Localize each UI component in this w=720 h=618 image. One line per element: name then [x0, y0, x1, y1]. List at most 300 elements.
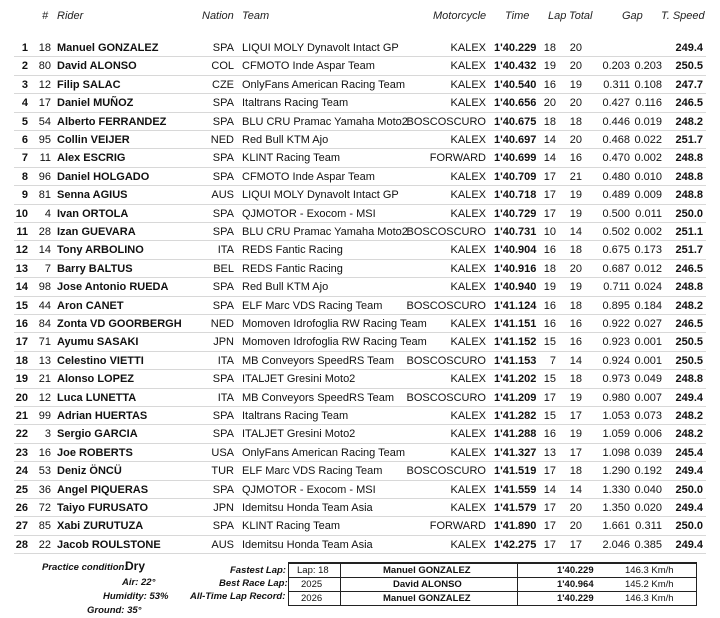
top-speed: 247.7: [675, 78, 703, 91]
team-name: KLINT Racing Team: [242, 520, 341, 533]
total-laps: 17: [569, 410, 582, 422]
table-row: [0, 407, 720, 425]
header-team: Team: [242, 10, 270, 22]
lap-time: 1'41.209: [494, 391, 537, 404]
nation: ITA: [217, 354, 234, 367]
table-row: [0, 94, 720, 112]
rider-number: 22: [38, 538, 51, 551]
team-name: ELF Marc VDS Racing Team: [242, 465, 383, 478]
rider-number: 17: [38, 97, 51, 110]
total-laps: 14: [569, 226, 582, 238]
rider-number: 71: [38, 336, 51, 349]
all-time-record-rider: Manuel GONZALEZ: [383, 593, 471, 604]
header-total: Total: [569, 10, 593, 22]
table-row: [0, 536, 720, 554]
rider-name: Luca LUNETTA: [57, 391, 137, 404]
gap-previous: 0.022: [634, 134, 662, 146]
top-speed: 250.0: [675, 520, 703, 533]
nation: BEL: [213, 262, 234, 275]
header-gap: Gap: [622, 10, 643, 22]
fastest-lap-speed: 146.3 Km/h: [625, 565, 674, 576]
motorcycle: KALEX: [450, 428, 486, 441]
table-row: [0, 389, 720, 407]
row-divider: [14, 553, 706, 554]
position: 21: [15, 410, 28, 422]
team-name: Red Bull KTM Ajo: [242, 281, 329, 294]
gap-previous: 0.311: [635, 520, 662, 533]
gap-first: 1.661: [602, 520, 630, 533]
rider-number: 16: [38, 446, 51, 459]
total-laps: 18: [569, 115, 582, 128]
table-row: [0, 205, 720, 223]
rider-number: 84: [38, 318, 51, 330]
top-speed: 249.4: [675, 465, 703, 478]
rider-number: 44: [38, 299, 51, 312]
total-laps: 20: [569, 97, 582, 110]
all-time-record-row: [289, 591, 696, 605]
team-name: Italtrans Racing Team: [242, 97, 349, 110]
position: 10: [15, 207, 28, 220]
top-speed: 248.8: [675, 152, 703, 165]
all-time-record-speed: 146.3 Km/h: [625, 593, 674, 604]
position: 8: [21, 170, 28, 183]
best-lap: 18: [543, 115, 556, 128]
rider-name: Manuel GONZALEZ: [57, 42, 159, 54]
fastest-lap-time: 1'40.229: [557, 565, 594, 576]
motorcycle: FORWARD: [429, 520, 486, 533]
table-row: [0, 168, 720, 186]
rider-name: Taiyo FURUSATO: [57, 502, 149, 514]
gap-first: 0.924: [602, 354, 630, 367]
gap-first: 1.098: [602, 446, 630, 459]
gap-first: 0.675: [602, 244, 630, 257]
total-laps: 16: [569, 336, 582, 349]
total-laps: 19: [569, 78, 582, 91]
total-laps: 19: [569, 391, 582, 404]
total-laps: 18: [569, 299, 582, 312]
motorcycle: BOSCOSCURO: [406, 115, 486, 128]
motorcycle: KALEX: [450, 410, 486, 422]
best-lap: 17: [543, 502, 556, 514]
lap-time: 1'41.124: [494, 299, 537, 312]
lap-time: 1'40.729: [494, 207, 537, 220]
team-name: Momoven Idrofoglia RW Racing Team: [242, 318, 427, 330]
motorcycle: KALEX: [450, 318, 486, 330]
rider-name: Deniz ÖNCÜ: [57, 465, 122, 478]
gap-previous: 0.002: [634, 152, 662, 165]
best-lap: 7: [549, 354, 556, 367]
position: 23: [15, 446, 28, 459]
motorcycle: KALEX: [450, 281, 486, 294]
gap-previous: 0.024: [634, 281, 662, 294]
top-speed: 246.5: [675, 97, 703, 110]
rider-name: Angel PIQUERAS: [57, 483, 149, 496]
team-name: REDS Fantic Racing: [242, 262, 343, 275]
table-row: [0, 186, 720, 204]
best-lap: 17: [543, 520, 556, 533]
rider-name: Alberto FERRANDEZ: [57, 115, 167, 128]
position: 17: [15, 336, 28, 349]
best-lap: 15: [543, 336, 556, 349]
rider-name: Xabi ZURUTUZA: [57, 520, 144, 533]
lap-time: 1'41.202: [494, 373, 537, 386]
table-row: [0, 223, 720, 241]
rider-number: 85: [38, 520, 51, 533]
rider-name: Senna AGIUS: [57, 189, 128, 202]
motorcycle: BOSCOSCURO: [406, 465, 486, 478]
table-row: [0, 517, 720, 535]
top-speed: 248.8: [675, 281, 703, 294]
team-name: LIQUI MOLY Dynavolt Intact GP: [242, 189, 399, 202]
lap-time: 1'40.699: [494, 152, 537, 165]
total-laps: 21: [569, 170, 582, 183]
best-lap: 16: [543, 428, 556, 441]
gap-previous: 0.108: [634, 78, 662, 91]
air-temp: Air: 22°: [122, 577, 156, 588]
motorcycle: KALEX: [450, 42, 486, 54]
rider-name: Alex ESCRIG: [57, 152, 126, 165]
table-row: [0, 131, 720, 149]
team-name: Idemitsu Honda Team Asia: [242, 502, 373, 514]
nation: AUS: [211, 189, 234, 202]
best-lap: 13: [543, 446, 556, 459]
table-row: [0, 370, 720, 388]
gap-first: 0.711: [603, 281, 630, 294]
rider-name: Alonso LOPEZ: [57, 373, 134, 386]
rider-name: Joe ROBERTS: [57, 446, 133, 459]
rider-number: 3: [44, 428, 51, 441]
best-lap: 17: [543, 207, 556, 220]
gap-previous: 0.010: [634, 170, 662, 183]
header-nation: Nation: [202, 10, 234, 22]
lap-time: 1'41.519: [494, 465, 537, 478]
table-row: [0, 113, 720, 131]
gap-first: 0.446: [602, 115, 630, 128]
rider-number: 12: [38, 391, 51, 404]
motorcycle: KALEX: [450, 244, 486, 257]
top-speed: 250.5: [675, 60, 703, 73]
gap-first: 0.480: [602, 170, 630, 183]
table-row: [0, 241, 720, 259]
motorcycle: KALEX: [450, 373, 486, 386]
top-speed: 246.5: [675, 318, 703, 330]
total-laps: 20: [569, 502, 582, 514]
position: 25: [15, 483, 28, 496]
position: 2: [21, 60, 28, 73]
gap-first: 0.687: [602, 262, 630, 275]
table-row: [0, 278, 720, 296]
motorcycle: KALEX: [450, 97, 486, 110]
fastest-lap-label: Fastest Lap:: [230, 565, 286, 576]
rider-name: Aron CANET: [57, 299, 124, 312]
gap-previous: 0.039: [634, 446, 662, 459]
position: 7: [21, 152, 28, 165]
table-row: [0, 149, 720, 167]
top-speed: 249.4: [675, 502, 703, 514]
nation: ITA: [217, 391, 234, 404]
nation: CZE: [212, 78, 234, 91]
nation: JPN: [213, 502, 234, 514]
table-row: [0, 481, 720, 499]
gap-previous: 0.203: [634, 60, 662, 73]
nation: SPA: [212, 42, 234, 54]
nation: SPA: [212, 373, 234, 386]
position: 13: [15, 262, 28, 275]
table-row: [0, 76, 720, 94]
motorcycle: KALEX: [450, 189, 486, 202]
rider-name: Barry BALTUS: [57, 262, 133, 275]
rider-number: 18: [38, 42, 51, 54]
total-laps: 19: [569, 428, 582, 441]
motorcycle: BOSCOSCURO: [406, 391, 486, 404]
gap-first: 0.980: [602, 391, 630, 404]
lap-time: 1'40.432: [494, 60, 537, 73]
best-lap: 17: [543, 465, 556, 478]
top-speed: 249.4: [675, 391, 703, 404]
motorcycle: KALEX: [450, 170, 486, 183]
nation: SPA: [212, 410, 234, 422]
best-race-lap-speed: 145.2 Km/h: [625, 579, 674, 590]
total-laps: 20: [569, 42, 582, 54]
nation: SPA: [212, 97, 234, 110]
gap-previous: 0.006: [634, 428, 662, 441]
gap-first: 0.922: [602, 318, 630, 330]
lap-time: 1'41.327: [494, 446, 537, 459]
rider-name: Jose Antonio RUEDA: [57, 281, 169, 294]
gap-first: 0.427: [602, 97, 630, 110]
position: 24: [15, 465, 28, 478]
best-lap: 17: [543, 189, 556, 202]
position: 5: [21, 115, 28, 128]
gap-previous: 0.173: [634, 244, 662, 257]
position: 1: [21, 42, 28, 54]
best-lap: 16: [543, 78, 556, 91]
top-speed: 248.8: [675, 373, 703, 386]
humidity: Humidity: 53%: [103, 591, 169, 602]
rider-name: Daniel HOLGADO: [57, 170, 150, 183]
position: 9: [21, 189, 28, 202]
motorcycle: BOSCOSCURO: [406, 354, 486, 367]
rider-name: Zonta VD GOORBERGH: [57, 318, 182, 330]
lap-time: 1'40.731: [494, 226, 537, 238]
table-row: [0, 352, 720, 370]
top-speed: 250.0: [675, 207, 703, 220]
practice-condition-label: Practice condition:: [42, 562, 128, 573]
lap-time: 1'40.540: [494, 78, 537, 91]
total-laps: 20: [569, 60, 582, 73]
ground-temp: Ground: 35°: [87, 605, 142, 616]
lap-time: 1'40.656: [494, 97, 537, 110]
rider-number: 4: [44, 207, 51, 220]
rider-name: Ivan ORTOLA: [57, 207, 129, 220]
gap-previous: 0.009: [634, 189, 662, 202]
rider-name: Filip SALAC: [57, 78, 121, 91]
lap-time: 1'40.675: [494, 115, 537, 128]
top-speed: 248.2: [675, 410, 703, 422]
gap-previous: 0.027: [634, 318, 662, 330]
top-speed: 248.2: [675, 299, 703, 312]
rider-number: 21: [38, 373, 51, 386]
gap-first: 0.489: [602, 189, 630, 202]
nation: TUR: [211, 465, 234, 478]
rider-name: Ayumu SASAKI: [57, 336, 139, 349]
table-row: [0, 39, 720, 57]
motorcycle: FORWARD: [429, 152, 486, 165]
position: 18: [15, 354, 28, 367]
gap-first: 1.350: [602, 502, 630, 514]
gap-previous: 0.002: [634, 226, 662, 238]
best-lap: 18: [543, 262, 556, 275]
team-name: KLINT Racing Team: [242, 152, 341, 165]
nation: AUS: [211, 538, 234, 551]
gap-previous: 0.011: [635, 207, 662, 220]
position: 19: [15, 373, 28, 386]
gap-previous: 0.385: [634, 538, 662, 551]
gap-previous: 0.192: [634, 465, 662, 478]
team-name: ITALJET Gresini Moto2: [242, 373, 356, 386]
lap-time: 1'40.697: [494, 134, 537, 146]
motorcycle: KALEX: [450, 336, 486, 349]
team-name: Momoven Idrofoglia RW Racing Team: [242, 336, 427, 349]
team-name: MB Conveyors SpeedRS Team: [242, 354, 395, 367]
total-laps: 16: [569, 152, 582, 165]
lap-time: 1'40.916: [494, 262, 537, 275]
rider-number: 96: [38, 170, 51, 183]
top-speed: 250.0: [675, 483, 703, 496]
total-laps: 16: [569, 318, 582, 330]
best-lap: 14: [543, 152, 556, 165]
best-lap: 16: [543, 244, 556, 257]
position: 27: [15, 520, 28, 533]
gap-first: 1.290: [602, 465, 630, 478]
all-time-record-label: All-Time Lap Record:: [190, 591, 286, 602]
gap-first: 0.468: [602, 134, 630, 146]
rider-number: 98: [38, 281, 51, 294]
rider-number: 80: [38, 60, 51, 73]
team-name: QJMOTOR - Exocom - MSI: [242, 483, 376, 496]
nation: JPN: [213, 336, 234, 349]
position: 3: [21, 78, 28, 91]
motorcycle: KALEX: [450, 538, 486, 551]
gap-previous: 0.040: [634, 483, 662, 496]
top-speed: 250.5: [675, 336, 703, 349]
rider-number: 81: [38, 189, 51, 202]
total-laps: 17: [569, 446, 582, 459]
gap-first: 0.973: [602, 373, 630, 386]
gap-previous: 0.012: [634, 262, 662, 275]
top-speed: 248.8: [675, 189, 703, 202]
team-name: OnlyFans American Racing Team: [242, 446, 406, 459]
gap-previous: 0.020: [634, 502, 662, 514]
header-rider: Rider: [57, 10, 84, 22]
total-laps: 20: [569, 134, 582, 146]
best-lap: 15: [543, 410, 556, 422]
table-row: [0, 57, 720, 75]
gap-first: 1.053: [602, 410, 630, 422]
gap-previous: 0.001: [634, 354, 662, 367]
best-race-lap-rider: David ALONSO: [393, 579, 462, 590]
motorcycle: KALEX: [450, 446, 486, 459]
position: 15: [15, 299, 28, 312]
lap-time: 1'41.152: [494, 336, 537, 349]
practice-condition-value: Dry: [125, 559, 146, 573]
rider-name: Sergio GARCIA: [57, 428, 138, 441]
table-row: [0, 260, 720, 278]
nation: NED: [210, 134, 234, 146]
lap-time: 1'40.229: [494, 42, 537, 54]
total-laps: 19: [569, 281, 582, 294]
nation: SPA: [212, 226, 234, 238]
table-row: [0, 425, 720, 443]
total-laps: 14: [569, 483, 582, 496]
best-lap: 18: [543, 42, 556, 54]
team-name: MB Conveyors SpeedRS Team: [242, 391, 395, 404]
top-speed: 250.5: [675, 354, 703, 367]
best-lap: 19: [543, 60, 556, 73]
gap-previous: 0.007: [634, 391, 662, 404]
lap-time: 1'40.940: [494, 281, 537, 294]
all-time-record-time: 1'40.229: [557, 593, 594, 604]
rider-name: David ALONSO: [57, 60, 137, 73]
position: 14: [15, 281, 28, 294]
best-lap: 17: [543, 391, 556, 404]
header-number: #: [42, 10, 49, 22]
table-row: [0, 444, 720, 462]
lap-time: 1'41.282: [494, 410, 537, 422]
top-speed: 251.7: [675, 244, 703, 257]
team-name: ELF Marc VDS Racing Team: [242, 299, 383, 312]
lap-time: 1'41.579: [494, 502, 537, 514]
gap-first: 1.059: [602, 428, 630, 441]
nation: SPA: [212, 299, 234, 312]
team-name: Red Bull KTM Ajo: [242, 134, 329, 146]
best-race-lap-label: Best Race Lap:: [219, 578, 288, 589]
rider-number: 72: [38, 502, 51, 514]
rider-name: Tony ARBOLINO: [57, 244, 144, 257]
motorcycle: BOSCOSCURO: [406, 226, 486, 238]
rider-name: Jacob ROULSTONE: [57, 538, 161, 551]
team-name: REDS Fantic Racing: [242, 244, 343, 257]
lap-time: 1'41.153: [494, 354, 537, 367]
total-laps: 19: [569, 189, 582, 202]
rider-number: 28: [38, 226, 51, 238]
nation: SPA: [212, 483, 234, 496]
best-lap: 15: [543, 373, 556, 386]
rider-number: 11: [39, 152, 51, 165]
team-name: OnlyFans American Racing Team: [242, 78, 406, 91]
position: 11: [16, 226, 28, 238]
rider-number: 7: [44, 262, 51, 275]
gap-previous: 0.073: [634, 410, 662, 422]
best-lap: 19: [543, 281, 556, 294]
nation: COL: [211, 60, 234, 73]
gap-first: 1.330: [602, 483, 630, 496]
position: 20: [15, 391, 28, 404]
team-name: CFMOTO Inde Aspar Team: [242, 60, 375, 73]
header-motorcycle: Motorcycle: [433, 10, 487, 22]
top-speed: 246.5: [675, 262, 703, 275]
best-lap: 14: [543, 483, 556, 496]
nation: NED: [210, 318, 234, 330]
rider-number: 99: [38, 410, 51, 422]
best-lap: 14: [543, 134, 556, 146]
lap-time: 1'41.559: [494, 483, 537, 496]
total-laps: 14: [569, 354, 582, 367]
header-top-speed: T. Speed: [661, 10, 705, 22]
rider-number: 12: [38, 78, 51, 91]
rider-name: Collin VEIJER: [57, 134, 130, 146]
team-name: Idemitsu Honda Team Asia: [242, 538, 373, 551]
